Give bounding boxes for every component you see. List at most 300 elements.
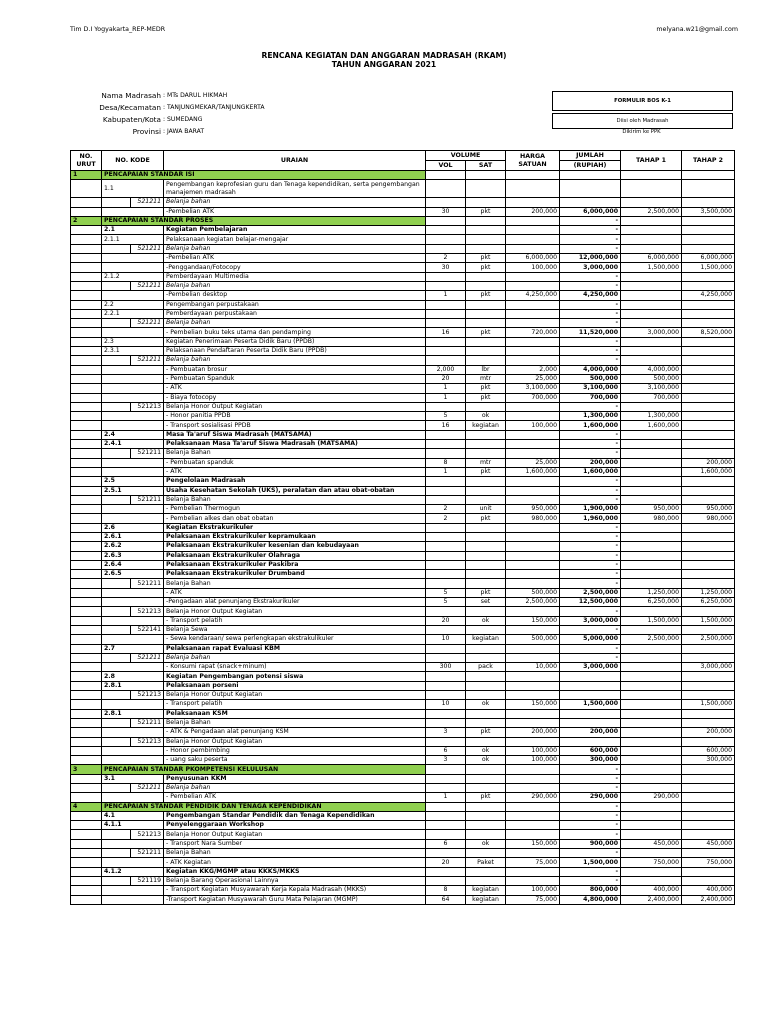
harga-cell: [506, 849, 560, 858]
tahap2-cell: [682, 171, 735, 180]
harga-cell: [506, 784, 560, 793]
jumlah-cell: -: [560, 551, 621, 560]
row-number: [71, 467, 102, 476]
sat-cell: set: [466, 598, 506, 607]
tahap1-cell: [621, 458, 682, 467]
tahap1-cell: [621, 765, 682, 774]
table-row: [71, 774, 735, 783]
info-label: Provinsi: [132, 127, 161, 136]
row-number: [71, 551, 102, 560]
table-row: [71, 691, 735, 700]
vol-cell: [426, 579, 466, 588]
tahap2-cell: [682, 876, 735, 885]
tahap1-cell: [621, 718, 682, 727]
tahap1-cell: [621, 811, 682, 820]
tahap2-cell: 750,000: [682, 858, 735, 867]
vol-cell: [426, 784, 466, 793]
row-kode: [102, 244, 131, 253]
tahap1-cell: [621, 216, 682, 225]
col-volume: VOLUME: [426, 151, 506, 161]
jumlah-cell: -: [560, 876, 621, 885]
tahap1-cell: [621, 644, 682, 653]
tahap2-cell: [682, 412, 735, 421]
table-row: [71, 393, 735, 402]
harga-cell: 200,000: [506, 207, 560, 216]
budget-table: [70, 150, 735, 905]
row-kode: [102, 393, 164, 402]
tahap1-cell: [621, 281, 682, 290]
tahap1-cell: [621, 180, 682, 198]
tahap2-cell: [682, 774, 735, 783]
vol-cell: [426, 523, 466, 532]
tahap2-cell: 950,000: [682, 505, 735, 514]
vol-cell: [426, 198, 466, 207]
table-row: [71, 653, 735, 662]
harga-cell: 100,000: [506, 263, 560, 272]
sat-cell: ok: [466, 756, 506, 765]
table-row: [71, 858, 735, 867]
sat-cell: pack: [466, 663, 506, 672]
tahap2-cell: [682, 393, 735, 402]
row-number: [71, 849, 102, 858]
tahap2-cell: [682, 793, 735, 802]
jumlah-cell: -: [560, 281, 621, 290]
row-kode: 2.5.1: [102, 486, 164, 495]
tahap1-cell: [621, 551, 682, 560]
vol-cell: 20: [426, 858, 466, 867]
row-uraian: - Honor panitia PPDB: [164, 412, 426, 421]
header-left-text: Tim D.I Yogyakarta_REP-MEDR: [70, 26, 166, 33]
info-value: : SUMEDANG: [163, 116, 203, 123]
vol-cell: [426, 560, 466, 569]
row-uraian: -Pengadaan alat penunjang Ekstrakurikuler: [164, 598, 426, 607]
sat-cell: [466, 198, 506, 207]
vol-cell: 30: [426, 207, 466, 216]
jumlah-cell: -: [560, 216, 621, 225]
sat-cell: [466, 235, 506, 244]
tahap1-cell: 1,500,000: [621, 263, 682, 272]
sat-cell: pkt: [466, 207, 506, 216]
row-number: [71, 263, 102, 272]
harga-cell: 150,000: [506, 616, 560, 625]
jumlah-cell: -: [560, 653, 621, 662]
table-row: [71, 226, 735, 235]
sat-cell: [466, 319, 506, 328]
vol-cell: [426, 226, 466, 235]
tahap2-cell: [682, 486, 735, 495]
row-account-code: 521211: [131, 281, 164, 290]
harga-cell: [506, 867, 560, 876]
row-uraian: Kegiatan KKG/MGMP atau KKKS/MKKS: [164, 867, 426, 876]
table-row: [71, 412, 735, 421]
row-uraian: Penyelenggaraan Workshop: [164, 821, 426, 830]
sat-cell: ok: [466, 412, 506, 421]
row-uraian: Belanja bahan: [164, 356, 426, 365]
sat-cell: pkt: [466, 728, 506, 737]
jumlah-cell: 300,000: [560, 756, 621, 765]
table-row: [71, 681, 735, 690]
tahap2-cell: 1,500,000: [682, 700, 735, 709]
sat-cell: [466, 625, 506, 634]
row-number: [71, 458, 102, 467]
tahap1-cell: 500,000: [621, 374, 682, 383]
row-uraian: Kegiatan Ekstrakurikuler: [164, 523, 426, 532]
harga-cell: [506, 272, 560, 281]
row-kode: [102, 691, 131, 700]
row-uraian: Pelaksanaan kegiatan belajar-mengajar: [164, 235, 426, 244]
sat-cell: pkt: [466, 588, 506, 597]
row-number: 2: [71, 216, 102, 225]
harga-cell: 75,000: [506, 858, 560, 867]
row-uraian: Pelaksanaan Masa Ta'aruf Siswa Madrasah (MATSAMA): [164, 440, 426, 449]
jumlah-cell: 700,000: [560, 393, 621, 402]
tahap2-cell: [682, 551, 735, 560]
jumlah-cell: 800,000: [560, 886, 621, 895]
row-number: [71, 644, 102, 653]
table-row: [71, 709, 735, 718]
harga-cell: 2,000: [506, 365, 560, 374]
row-kode: [102, 365, 164, 374]
tahap2-cell: 3,000,000: [682, 663, 735, 672]
row-kode: [102, 281, 131, 290]
document-subtitle: TAHUN ANGGARAN 2021: [331, 60, 437, 69]
row-kode: 2.8.1: [102, 709, 164, 718]
sat-cell: [466, 272, 506, 281]
jumlah-cell: -: [560, 449, 621, 458]
tahap2-cell: 1,600,000: [682, 467, 735, 476]
vol-cell: [426, 653, 466, 662]
row-kode: [102, 653, 131, 662]
tahap1-cell: [621, 347, 682, 356]
info-label: Desa/Kecamatan: [99, 103, 161, 112]
tahap2-cell: [682, 709, 735, 718]
sat-cell: [466, 672, 506, 681]
row-account-code: 521211: [131, 718, 164, 727]
tahap1-cell: [621, 560, 682, 569]
table-row: [71, 458, 735, 467]
vol-cell: [426, 532, 466, 541]
vol-cell: [426, 607, 466, 616]
table-row: [71, 598, 735, 607]
vol-cell: 5: [426, 588, 466, 597]
row-number: [71, 430, 102, 439]
harga-cell: 1,600,000: [506, 467, 560, 476]
harga-cell: [506, 830, 560, 839]
tahap2-cell: [682, 216, 735, 225]
vol-cell: 2: [426, 254, 466, 263]
form-note-sent-to: Dikirim ke PPK: [622, 129, 661, 135]
harga-cell: [506, 356, 560, 365]
harga-cell: [506, 579, 560, 588]
sat-cell: [466, 449, 506, 458]
table-row: [71, 663, 735, 672]
row-number: [71, 886, 102, 895]
table-row: [71, 560, 735, 569]
tahap1-cell: [621, 728, 682, 737]
jumlah-cell: 1,600,000: [560, 467, 621, 476]
section-title: PENCAPAIAN STANDAR ISI: [102, 171, 426, 180]
row-kode: [102, 263, 164, 272]
row-number: [71, 449, 102, 458]
sat-cell: pkt: [466, 393, 506, 402]
row-uraian: Pelaksanaan porseni: [164, 681, 426, 690]
tahap1-cell: [621, 737, 682, 746]
sat-cell: [466, 309, 506, 318]
harga-cell: [506, 198, 560, 207]
table-row: [71, 467, 735, 476]
row-number: 1: [71, 171, 102, 180]
row-number: [71, 876, 102, 885]
sat-cell: kegiatan: [466, 421, 506, 430]
col-jumlah: JUMLAH: [560, 151, 621, 161]
vol-cell: 2: [426, 505, 466, 514]
jumlah-cell: -: [560, 226, 621, 235]
sat-cell: [466, 849, 506, 858]
tahap1-cell: [621, 830, 682, 839]
tahap2-cell: 980,000: [682, 514, 735, 523]
tahap2-cell: [682, 226, 735, 235]
document-title: RENCANA KEGIATAN DAN ANGGARAN MADRASAH (RKAM): [261, 51, 507, 60]
sat-cell: [466, 867, 506, 876]
jumlah-cell: 11,520,000: [560, 328, 621, 337]
tahap1-cell: [621, 867, 682, 876]
jumlah-cell: -: [560, 337, 621, 346]
row-kode: [102, 728, 164, 737]
row-uraian: - Biaya fotocopy: [164, 393, 426, 402]
harga-cell: [506, 551, 560, 560]
sat-cell: [466, 180, 506, 198]
row-uraian: Kegiatan Pembelajaran: [164, 226, 426, 235]
tahap1-cell: [621, 244, 682, 253]
row-uraian: Belanja bahan: [164, 319, 426, 328]
row-kode: 2.5: [102, 477, 164, 486]
row-number: [71, 672, 102, 681]
vol-cell: [426, 235, 466, 244]
sat-cell: [466, 281, 506, 290]
jumlah-cell: 4,800,000: [560, 895, 621, 904]
tahap2-cell: 1,500,000: [682, 263, 735, 272]
jumlah-cell: 1,500,000: [560, 858, 621, 867]
row-number: [71, 477, 102, 486]
tahap1-cell: [621, 579, 682, 588]
harga-cell: 75,000: [506, 895, 560, 904]
row-account-code: 521211: [131, 356, 164, 365]
row-kode: [102, 663, 164, 672]
jumlah-cell: [560, 709, 621, 718]
row-kode: [102, 254, 164, 263]
row-kode: 2.1.2: [102, 272, 164, 281]
jumlah-cell: 3,000,000: [560, 616, 621, 625]
row-number: [71, 737, 102, 746]
jumlah-cell: 1,960,000: [560, 514, 621, 523]
harga-cell: 720,000: [506, 328, 560, 337]
tahap1-cell: 2,500,000: [621, 635, 682, 644]
vol-cell: [426, 356, 466, 365]
row-uraian: - Sewa kendaraan/ sewa perlengkapan ekstrakulikuler: [164, 635, 426, 644]
sat-cell: [466, 802, 506, 811]
harga-cell: [506, 523, 560, 532]
sat-cell: [466, 356, 506, 365]
row-kode: 2.6.4: [102, 560, 164, 569]
row-uraian: Kegiatan Pengembangan potensi siswa: [164, 672, 426, 681]
vol-cell: [426, 570, 466, 579]
row-kode: 2.8.1: [102, 681, 164, 690]
vol-cell: 300: [426, 663, 466, 672]
row-number: [71, 542, 102, 551]
tahap1-cell: [621, 226, 682, 235]
row-kode: [102, 886, 164, 895]
tahap1-cell: [621, 821, 682, 830]
row-uraian: Belanja Barang Operasional Lainnya: [164, 876, 426, 885]
tahap2-cell: [682, 384, 735, 393]
table-row: [71, 579, 735, 588]
row-uraian: - Pembuatan Spanduk: [164, 374, 426, 383]
vol-cell: [426, 440, 466, 449]
row-account-code: 521211: [131, 198, 164, 207]
table-row: [71, 272, 735, 281]
row-number: [71, 663, 102, 672]
row-uraian: Belanja Honor Output Kegiatan: [164, 402, 426, 411]
jumlah-cell: [560, 718, 621, 727]
jumlah-cell: -: [560, 356, 621, 365]
sat-cell: ok: [466, 746, 506, 755]
vol-cell: 10: [426, 700, 466, 709]
row-uraian: Pelaksanaan Ekstrakurikuler Paskibra: [164, 560, 426, 569]
row-kode: 2.6.5: [102, 570, 164, 579]
row-uraian: Belanja Honor Output Kegiatan: [164, 607, 426, 616]
jumlah-cell: -: [560, 523, 621, 532]
sat-cell: [466, 774, 506, 783]
table-row: [71, 728, 735, 737]
table-row: [71, 495, 735, 504]
row-uraian: Masa Ta'aruf Siswa Madrasah (MATSAMA): [164, 430, 426, 439]
tahap2-cell: [682, 765, 735, 774]
tahap1-cell: [621, 291, 682, 300]
col-tahap-1: TAHAP 1: [621, 151, 682, 171]
tahap2-cell: 1,500,000: [682, 616, 735, 625]
sat-cell: kegiatan: [466, 886, 506, 895]
jumlah-cell: -: [560, 849, 621, 858]
table-row: [71, 328, 735, 337]
row-account-code: 521213: [131, 830, 164, 839]
jumlah-cell: [560, 737, 621, 746]
harga-cell: [506, 309, 560, 318]
row-number: [71, 421, 102, 430]
tahap1-cell: [621, 235, 682, 244]
vol-cell: [426, 802, 466, 811]
tahap2-cell: [682, 477, 735, 486]
harga-cell: [506, 774, 560, 783]
vol-cell: [426, 644, 466, 653]
tahap1-cell: 290,000: [621, 793, 682, 802]
harga-cell: [506, 681, 560, 690]
table-row: [71, 477, 735, 486]
row-kode: [102, 505, 164, 514]
jumlah-cell: -: [560, 244, 621, 253]
col-vol: VOL: [426, 161, 466, 171]
harga-cell: [506, 625, 560, 634]
row-number: [71, 895, 102, 904]
harga-cell: [506, 300, 560, 309]
harga-cell: [506, 570, 560, 579]
table-row: [71, 793, 735, 802]
row-number: [71, 291, 102, 300]
row-uraian: -Pembelian ATK: [164, 254, 426, 263]
row-number: [71, 718, 102, 727]
sat-cell: [466, 347, 506, 356]
row-number: [71, 570, 102, 579]
jumlah-cell: -: [560, 579, 621, 588]
tahap1-cell: 1,250,000: [621, 588, 682, 597]
row-kode: [102, 718, 131, 727]
table-row: [71, 895, 735, 904]
vol-cell: [426, 300, 466, 309]
row-number: [71, 811, 102, 820]
vol-cell: [426, 272, 466, 281]
row-number: [71, 635, 102, 644]
row-uraian: Belanja bahan: [164, 244, 426, 253]
row-number: [71, 300, 102, 309]
tahap2-cell: [682, 337, 735, 346]
tahap2-cell: 400,000: [682, 886, 735, 895]
tahap2-cell: 8,520,000: [682, 328, 735, 337]
sat-cell: [466, 691, 506, 700]
row-number: [71, 867, 102, 876]
tahap2-cell: [682, 653, 735, 662]
tahap1-cell: [621, 700, 682, 709]
tahap2-cell: [682, 365, 735, 374]
row-account-code: 521211: [131, 653, 164, 662]
jumlah-cell: -: [560, 570, 621, 579]
row-kode: [102, 616, 164, 625]
row-account-code: 521213: [131, 691, 164, 700]
table-row: [71, 180, 735, 198]
jumlah-cell: [560, 691, 621, 700]
vol-cell: [426, 774, 466, 783]
vol-cell: [426, 830, 466, 839]
vol-cell: 16: [426, 421, 466, 430]
tahap2-cell: 300,000: [682, 756, 735, 765]
row-kode: 2.3.1: [102, 347, 164, 356]
row-number: [71, 393, 102, 402]
tahap1-cell: [621, 709, 682, 718]
row-kode: 2.8: [102, 672, 164, 681]
row-number: [71, 347, 102, 356]
harga-cell: [506, 171, 560, 180]
row-number: [71, 495, 102, 504]
form-box: [552, 91, 733, 140]
vol-cell: 2: [426, 514, 466, 523]
tahap2-cell: [682, 281, 735, 290]
row-kode: [102, 635, 164, 644]
vol-cell: 64: [426, 895, 466, 904]
jumlah-cell: [560, 171, 621, 180]
jumlah-cell: 1,300,000: [560, 412, 621, 421]
row-uraian: Kegiatan Penerimaan Peserta Didik Baru (PPDB): [164, 337, 426, 346]
section-title: PENCAPAIAN STANDAR PENDIDIK DAN TENAGA KEPENDIDIKAN: [102, 802, 426, 811]
tahap2-cell: [682, 811, 735, 820]
row-kode: [102, 374, 164, 383]
table-row: [71, 532, 735, 541]
tahap2-cell: [682, 737, 735, 746]
tahap1-cell: 450,000: [621, 839, 682, 848]
row-uraian: Belanja Bahan: [164, 579, 426, 588]
sat-cell: [466, 402, 506, 411]
row-account-code: 521211: [131, 495, 164, 504]
vol-cell: [426, 718, 466, 727]
row-number: [71, 384, 102, 393]
row-account-code: 521213: [131, 607, 164, 616]
